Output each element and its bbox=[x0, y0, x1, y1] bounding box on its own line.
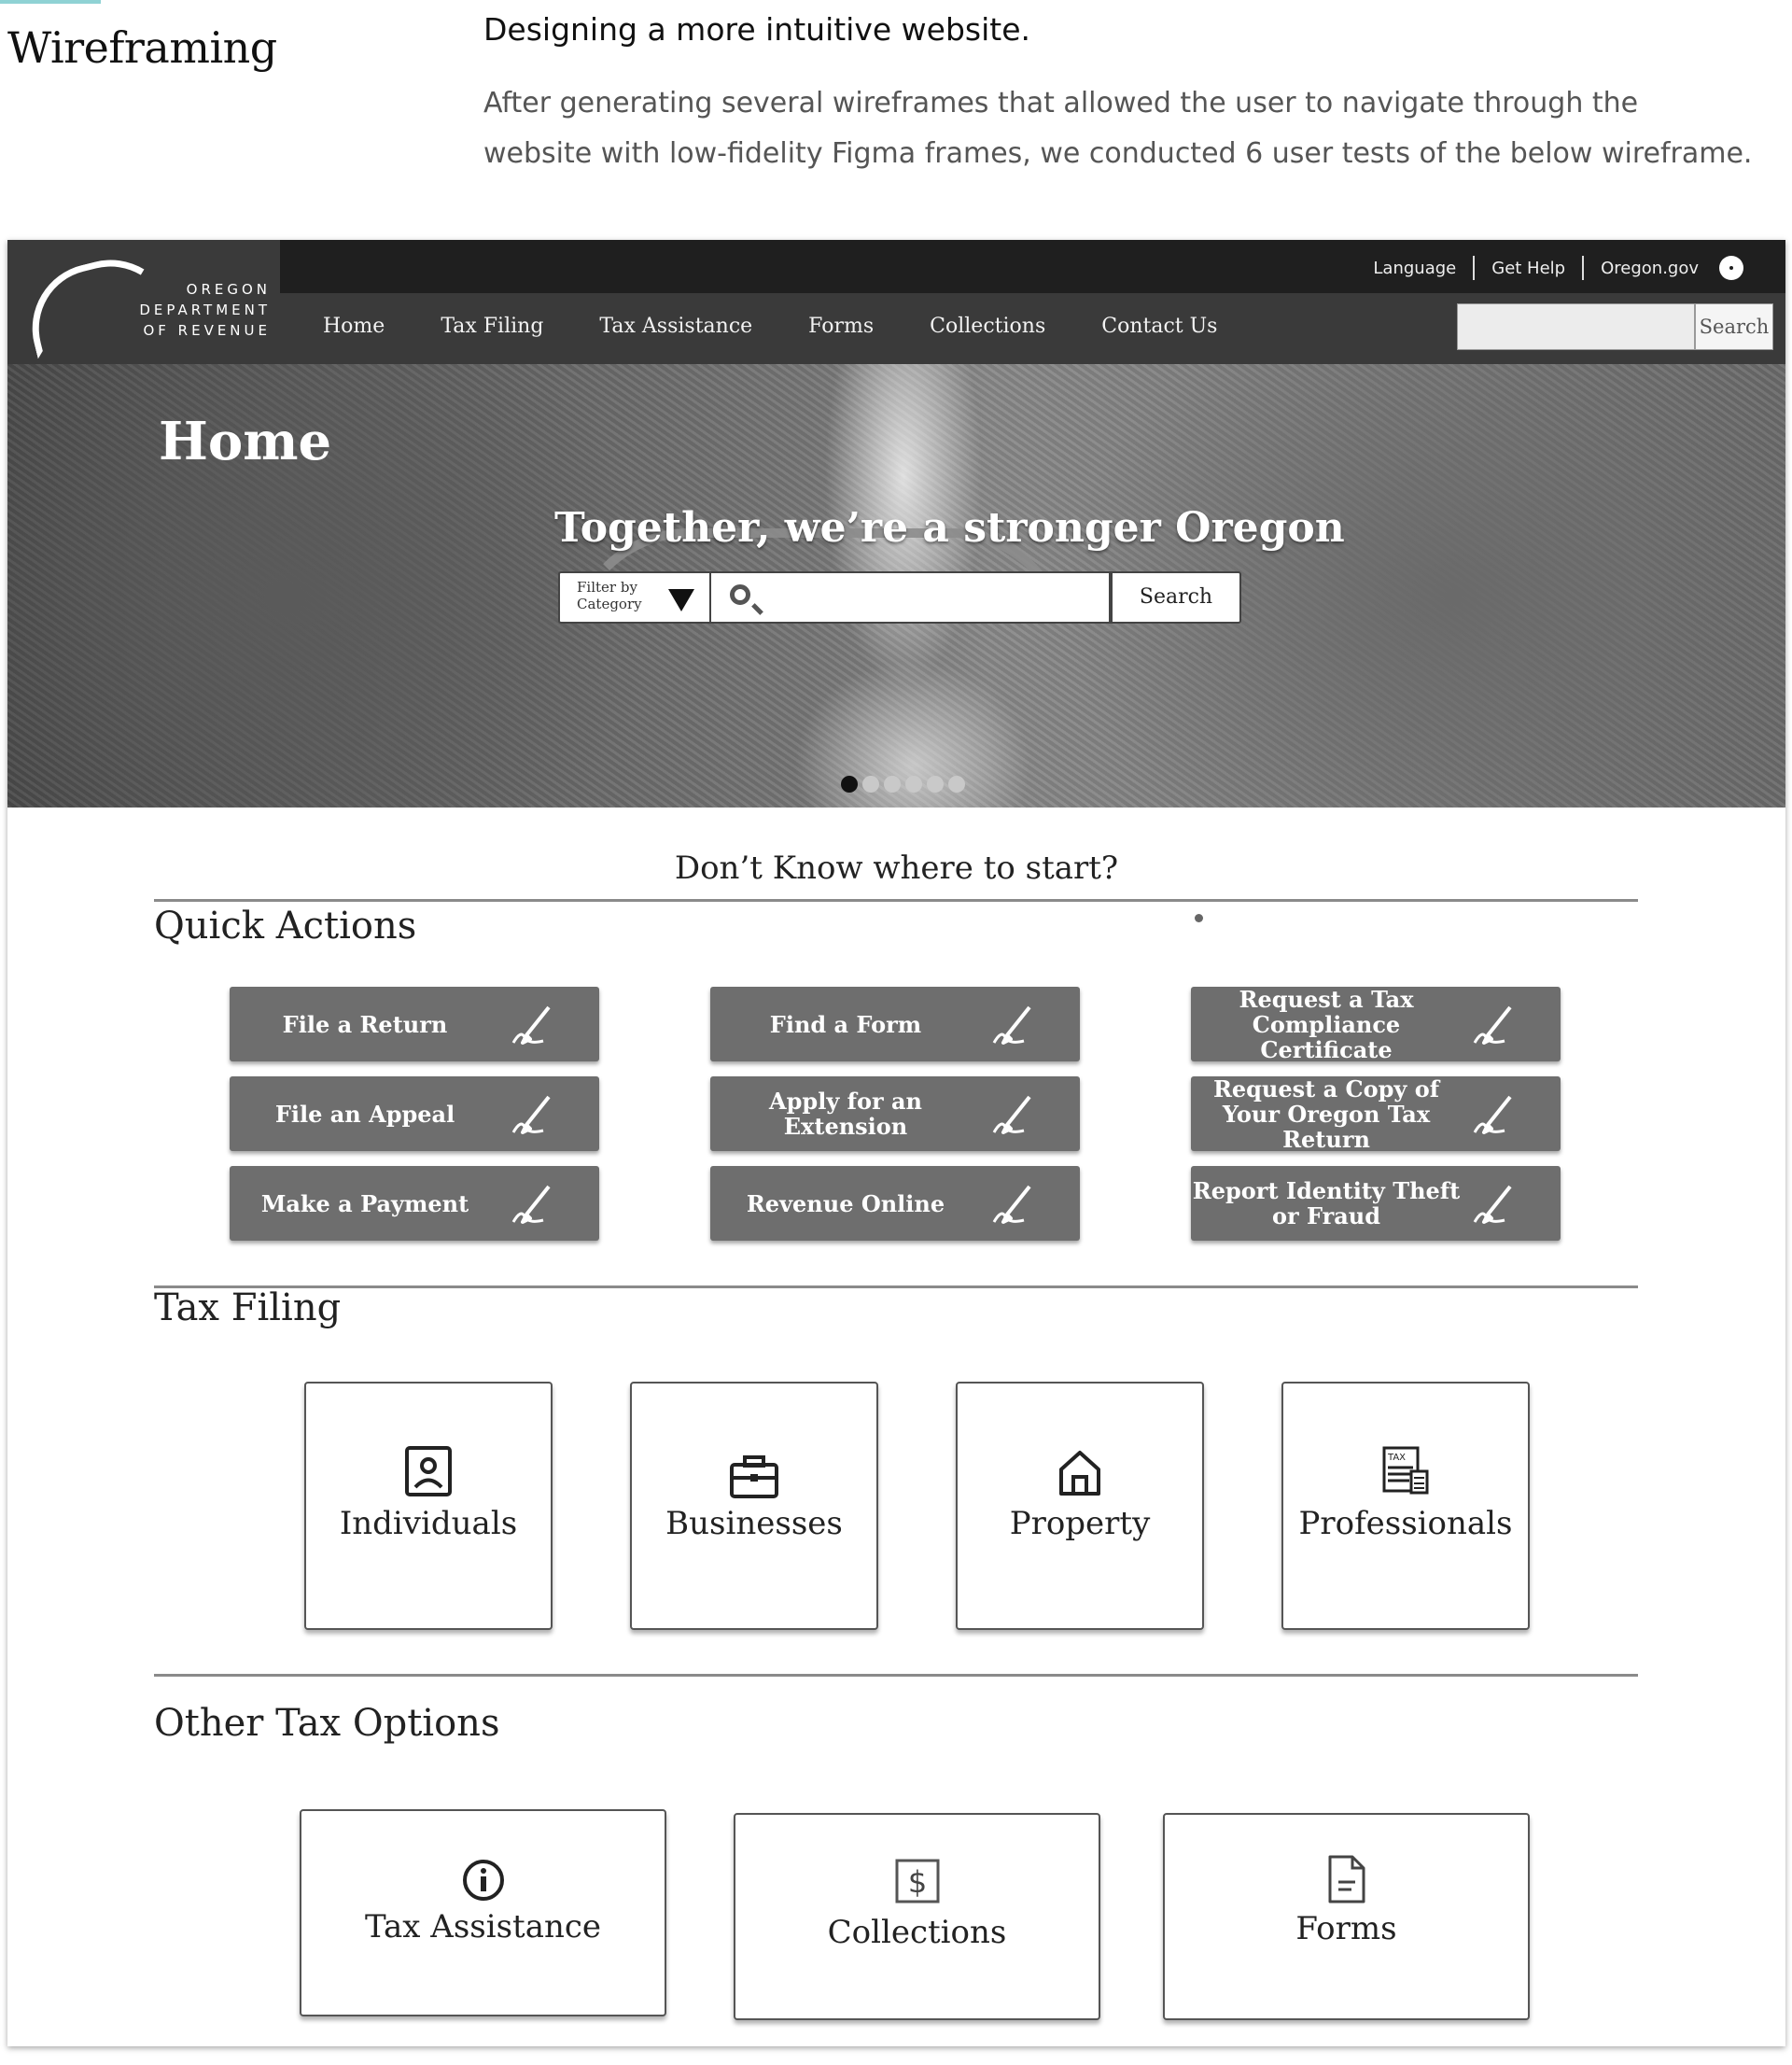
svg-text:$: $ bbox=[907, 1864, 927, 1900]
page-title: Home bbox=[159, 411, 332, 472]
card-label: Businesses bbox=[665, 1505, 843, 1542]
logo-text bbox=[112, 279, 271, 341]
carousel-dot[interactable] bbox=[862, 776, 879, 793]
divider bbox=[154, 1674, 1638, 1677]
card-businesses[interactable] bbox=[630, 1382, 878, 1630]
logo-line: DEPARTMENT bbox=[139, 302, 271, 318]
intro-heading: Designing a more intuitive website. bbox=[483, 11, 1031, 48]
pen-signature-icon bbox=[510, 1002, 556, 1048]
svg-text:TAX: TAX bbox=[1388, 1453, 1407, 1463]
nav-item-tax-filing[interactable]: Tax Filing bbox=[441, 315, 544, 338]
card-label: Professionals bbox=[1298, 1505, 1513, 1542]
quick-actions-title: Quick Actions bbox=[154, 905, 417, 948]
document-icon bbox=[1326, 1854, 1367, 1904]
filter-label: Filter by Category bbox=[577, 579, 642, 612]
hero-banner bbox=[7, 364, 1785, 808]
quick-action-button[interactable] bbox=[230, 1076, 599, 1151]
quick-action-label: Request a Copy of Your Oregon Tax Return bbox=[1212, 1075, 1440, 1153]
card-collections[interactable] bbox=[734, 1813, 1100, 2020]
tax-filing-title: Tax Filing bbox=[154, 1286, 342, 1329]
card-property[interactable] bbox=[956, 1382, 1204, 1630]
carousel-dot[interactable] bbox=[841, 776, 858, 793]
card-label: Individuals bbox=[339, 1505, 518, 1542]
pen-signature-icon bbox=[1471, 1181, 1518, 1228]
quick-action-button[interactable] bbox=[710, 1076, 1080, 1151]
pen-signature-icon bbox=[990, 1091, 1037, 1138]
intro-body: After generating several wireframes that allowed the user to navigate through the website with low-fidelity Figma frames, we conducted 6 user tests of the below wireframe. bbox=[483, 87, 1753, 170]
marker-dot bbox=[1195, 914, 1203, 922]
card-professionals[interactable] bbox=[1281, 1382, 1530, 1630]
quick-action-label: Request a Tax Compliance Certificate bbox=[1239, 985, 1414, 1063]
carousel-dot[interactable] bbox=[948, 776, 965, 793]
logo[interactable] bbox=[7, 240, 280, 364]
oregon-gov-link[interactable]: Oregon.gov bbox=[1601, 258, 1699, 278]
quick-action-label: Make a Payment bbox=[260, 1189, 469, 1217]
nav-item-home[interactable]: Home bbox=[323, 315, 385, 338]
tax-document-icon bbox=[1381, 1445, 1430, 1496]
section-title: Wireframing bbox=[7, 22, 277, 73]
card-forms[interactable] bbox=[1163, 1813, 1530, 2020]
divider bbox=[1582, 256, 1584, 280]
pen-signature-icon bbox=[510, 1181, 556, 1228]
pen-signature-icon bbox=[510, 1091, 556, 1138]
quick-action-label: File an Appeal bbox=[274, 1100, 455, 1128]
hero-tagline: Together, we’re a stronger Oregon bbox=[554, 504, 1345, 552]
quick-action-button[interactable] bbox=[230, 987, 599, 1061]
pen-signature-icon bbox=[990, 1181, 1037, 1228]
nav-item-forms[interactable]: Forms bbox=[808, 315, 875, 338]
carousel-dot[interactable] bbox=[927, 776, 944, 793]
quick-action-button[interactable] bbox=[1191, 987, 1561, 1061]
accent-bar bbox=[0, 0, 101, 4]
nav-item-collections[interactable]: Collections bbox=[930, 315, 1046, 338]
quick-action-button[interactable] bbox=[710, 987, 1080, 1061]
get-help-link[interactable]: Get Help bbox=[1491, 258, 1566, 278]
divider bbox=[154, 899, 1638, 902]
person-icon bbox=[404, 1445, 453, 1497]
caret-down-icon bbox=[668, 589, 694, 611]
pen-signature-icon bbox=[1471, 1091, 1518, 1138]
card-label: Collections bbox=[827, 1914, 1007, 1951]
header-search-input[interactable] bbox=[1457, 303, 1695, 350]
language-link[interactable]: Language bbox=[1373, 258, 1457, 278]
dollar-icon bbox=[894, 1858, 941, 1904]
quick-action-button[interactable] bbox=[710, 1166, 1080, 1241]
house-icon bbox=[1057, 1449, 1102, 1497]
header-search-button[interactable]: Search bbox=[1695, 303, 1773, 350]
quick-action-label: File a Return bbox=[282, 1010, 448, 1038]
start-prompt: Don’t Know where to start? bbox=[674, 850, 1119, 887]
search-icon bbox=[730, 584, 750, 605]
card-label: Forms bbox=[1295, 1910, 1397, 1947]
divider bbox=[154, 1285, 1638, 1288]
quick-action-label: Apply for an Extension bbox=[769, 1088, 922, 1140]
filter-dropdown[interactable] bbox=[558, 571, 711, 624]
quick-action-button[interactable] bbox=[1191, 1076, 1561, 1151]
nav-item-tax-assistance[interactable]: Tax Assistance bbox=[599, 315, 753, 338]
utility-links bbox=[1373, 251, 1743, 285]
gear-icon[interactable] bbox=[1719, 256, 1743, 280]
logo-line: OF REVENUE bbox=[143, 322, 271, 339]
nav-item-contact-us[interactable]: Contact Us bbox=[1101, 315, 1218, 338]
quick-action-button[interactable] bbox=[1191, 1166, 1561, 1241]
quick-action-label: Report Identity Theft or Fraud bbox=[1192, 1177, 1461, 1229]
logo-line: OREGON bbox=[186, 281, 271, 298]
carousel-dot[interactable] bbox=[884, 776, 901, 793]
pen-signature-icon bbox=[990, 1002, 1037, 1048]
pen-signature-icon bbox=[1471, 1002, 1518, 1048]
other-options-title: Other Tax Options bbox=[154, 1702, 500, 1745]
hero-search-input[interactable] bbox=[711, 571, 1111, 624]
card-individuals[interactable] bbox=[304, 1382, 553, 1630]
card-label: Tax Assistance bbox=[364, 1908, 602, 1946]
quick-action-label: Revenue Online bbox=[746, 1189, 945, 1217]
main-nav bbox=[323, 315, 1217, 338]
info-icon bbox=[461, 1858, 506, 1903]
briefcase-icon bbox=[729, 1454, 779, 1499]
card-tax-assistance[interactable] bbox=[300, 1809, 666, 2016]
quick-action-label: Find a Form bbox=[769, 1010, 922, 1038]
carousel-dots bbox=[841, 776, 965, 793]
card-label: Property bbox=[1009, 1505, 1151, 1542]
carousel-dot[interactable] bbox=[905, 776, 922, 793]
wireframe-frame bbox=[7, 240, 1785, 2046]
quick-action-button[interactable] bbox=[230, 1166, 599, 1241]
hero-search-button[interactable]: Search bbox=[1111, 571, 1241, 624]
divider bbox=[1473, 256, 1475, 280]
